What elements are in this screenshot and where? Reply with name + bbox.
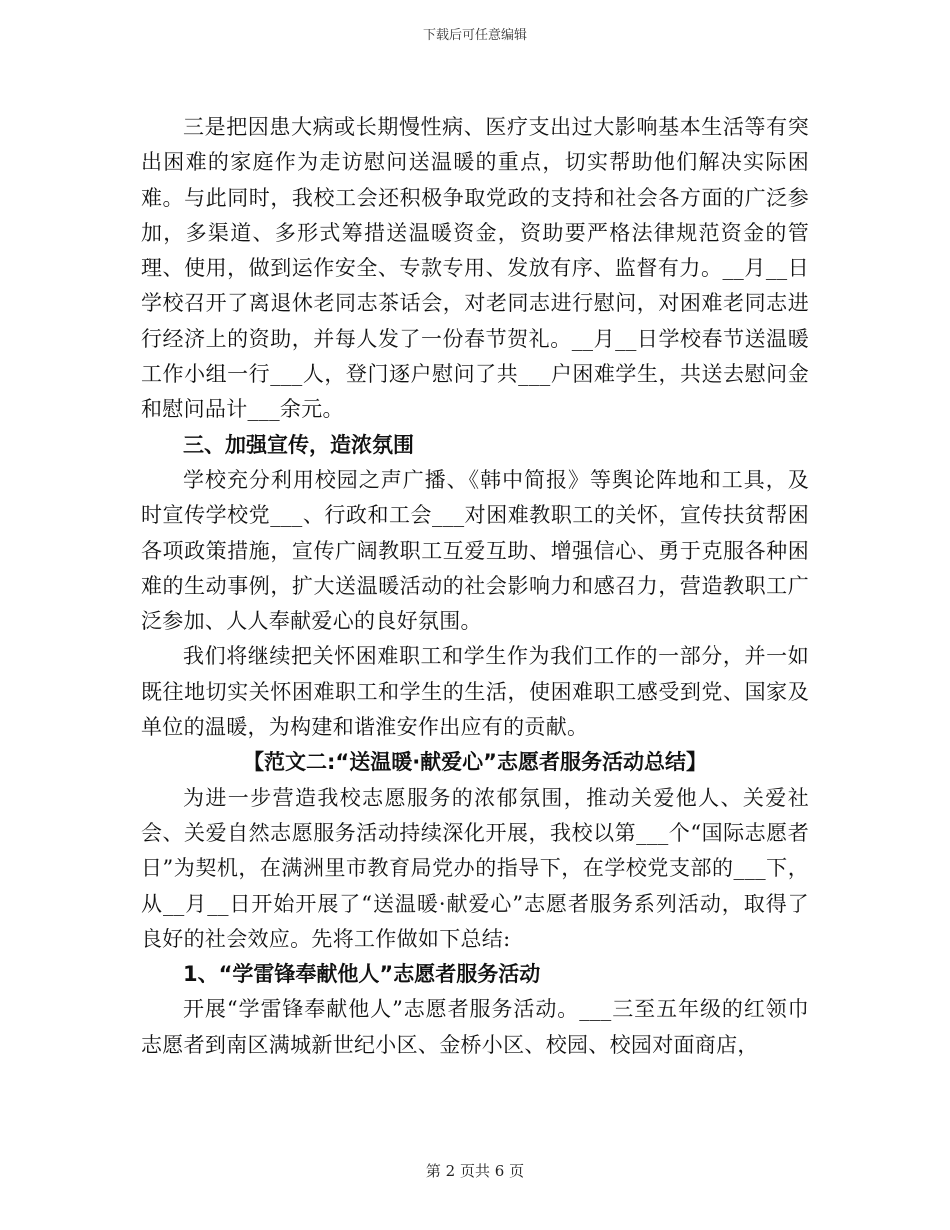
paragraph-5: 开展“学雷锋奉献他人”志愿者服务活动。___三至五年级的红领巾志愿者到南区满城新世纪小区、金桥小区、校园、校园对面商店， bbox=[141, 997, 809, 1057]
document-body bbox=[141, 110, 809, 1063]
paragraph-3: 我们将继续把关怀困难职工和学生作为我们工作的一部分，并一如既往地切实关怀困难职工和学生的生活，使困难职工感受到党、国家及单位的温暖，为构建和谐淮安作出应有的贡献。 bbox=[141, 644, 809, 740]
sample-title-2: 【范文二:“送温暖·献爱心”志愿者服务活动总结】 bbox=[243, 750, 707, 775]
page-header: 下载后可任意编辑 bbox=[422, 28, 527, 43]
section-heading-3: 三、加强宣传，造浓氛围 bbox=[183, 432, 414, 457]
page-footer: 第 2 页共 6 页 bbox=[425, 1162, 525, 1180]
paragraph-1: 三是把因患大病或长期慢性病、医疗支出过大影响基本生活等有突出困难的家庭作为走访慰问送温暖的重点，切实帮助他们解决实际困难。与此同时，我校工会还积极争取党政的支持和社会各方面的广泛参加，多渠道、多形式筹措送温暖资金，资助要严格法律规范资金的管理、使用，做到运作安全、专款专用、发放有序、监督有力。__月__日学校召开了离退休老同志茶话会，对老同志进行慰问，对困难老同志进行经济上的资助，并每人发了一份春节贺礼。__月__日学校春节送温暖工作小组一行___人，登门逐户慰问了共___户困难学生，共送去慰问金和慰问品计___余元。 bbox=[141, 115, 809, 422]
paragraph-2: 学校充分利用校园之声广播、《韩中简报》等舆论阵地和工具，及时宣传学校党___、行政和工会___对困难教职工的关怀，宣传扶贫帮困各项政策措施，宣传广阔教职工互爱互助、增强信心、勇于克服各种困难的生动事例，扩大送温暖活动的社会影响力和感召力，营造教职工广泛参加、人人奉献爱心的良好氛围。 bbox=[141, 467, 809, 634]
paragraph-4: 为进一步营造我校志愿服务的浓郁氛围，推动关爱他人、关爱社会、关爱自然志愿服务活动持续深化开展，我校以第___个“国际志愿者日”为契机，在满洲里市教育局党办的指导下，在学校党支部的___下，从__月__日开始开展了“送温暖·献爱心”志愿者服务系列活动，取得了良好的社会效应。先将工作做如下总结: bbox=[141, 785, 809, 951]
subsection-heading-1: 1、“学雷锋奉献他人”志愿者服务活动 bbox=[183, 962, 541, 987]
